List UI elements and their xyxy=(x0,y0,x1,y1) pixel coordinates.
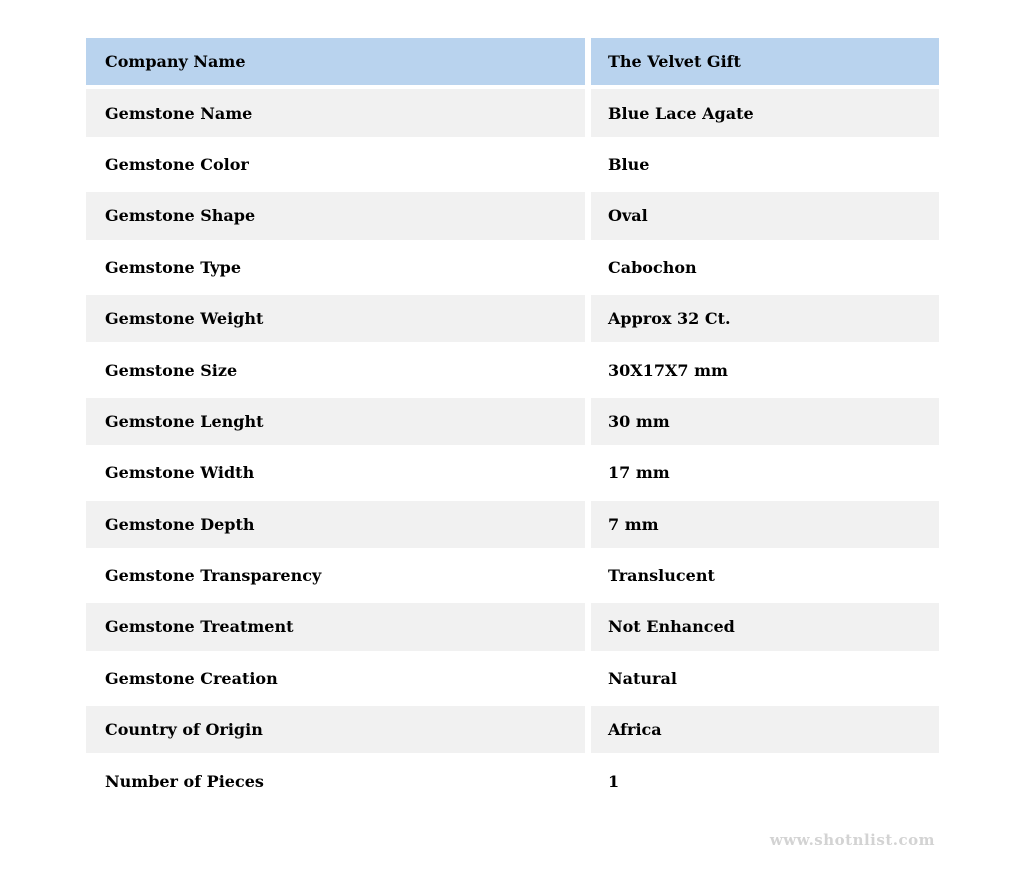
table-row xyxy=(86,757,939,804)
row-label-cell: Number of Pieces xyxy=(86,757,585,804)
row-value-cell: Africa xyxy=(591,706,939,753)
row-label-cell: Country of Origin xyxy=(86,706,585,753)
header-label-cell: Company Name xyxy=(86,38,585,85)
table-row xyxy=(86,655,939,702)
row-label-cell: Gemstone Width xyxy=(86,449,585,496)
table-row xyxy=(86,244,939,291)
table-row xyxy=(86,398,939,445)
row-value-cell: Translucent xyxy=(591,552,939,599)
table-row xyxy=(86,295,939,342)
row-label-cell: Gemstone Type xyxy=(86,244,585,291)
row-value-cell: Not Enhanced xyxy=(591,603,939,650)
row-value-cell: Blue Lace Agate xyxy=(591,89,939,136)
table-row xyxy=(86,141,939,188)
row-label-cell: Gemstone Creation xyxy=(86,655,585,702)
table-row xyxy=(86,603,939,650)
table-row xyxy=(86,449,939,496)
row-value-cell: 30 mm xyxy=(591,398,939,445)
row-value-cell: Cabochon xyxy=(591,244,939,291)
row-label-cell: Gemstone Color xyxy=(86,141,585,188)
gemstone-spec-table xyxy=(86,38,939,809)
table-row xyxy=(86,552,939,599)
table-row xyxy=(86,192,939,239)
row-value-cell: 30X17X7 mm xyxy=(591,346,939,393)
row-value-cell: Blue xyxy=(591,141,939,188)
row-value-cell: Approx 32 Ct. xyxy=(591,295,939,342)
row-label-cell: Gemstone Shape xyxy=(86,192,585,239)
row-label-cell: Gemstone Depth xyxy=(86,501,585,548)
table-row xyxy=(86,89,939,136)
row-value-cell: Oval xyxy=(591,192,939,239)
row-label-cell: Gemstone Treatment xyxy=(86,603,585,650)
row-label-cell: Gemstone Lenght xyxy=(86,398,585,445)
row-label-cell: Gemstone Size xyxy=(86,346,585,393)
row-label-cell: Gemstone Weight xyxy=(86,295,585,342)
row-label-cell: Gemstone Transparency xyxy=(86,552,585,599)
table-row xyxy=(86,501,939,548)
row-value-cell: 1 xyxy=(591,757,939,804)
row-value-cell: 7 mm xyxy=(591,501,939,548)
table-header-row xyxy=(86,38,939,85)
table-row xyxy=(86,346,939,393)
row-value-cell: Natural xyxy=(591,655,939,702)
table-row xyxy=(86,706,939,753)
watermark-text: www.shotnlist.com xyxy=(769,831,935,849)
row-value-cell: 17 mm xyxy=(591,449,939,496)
header-value-cell: The Velvet Gift xyxy=(591,38,939,85)
row-label-cell: Gemstone Name xyxy=(86,89,585,136)
